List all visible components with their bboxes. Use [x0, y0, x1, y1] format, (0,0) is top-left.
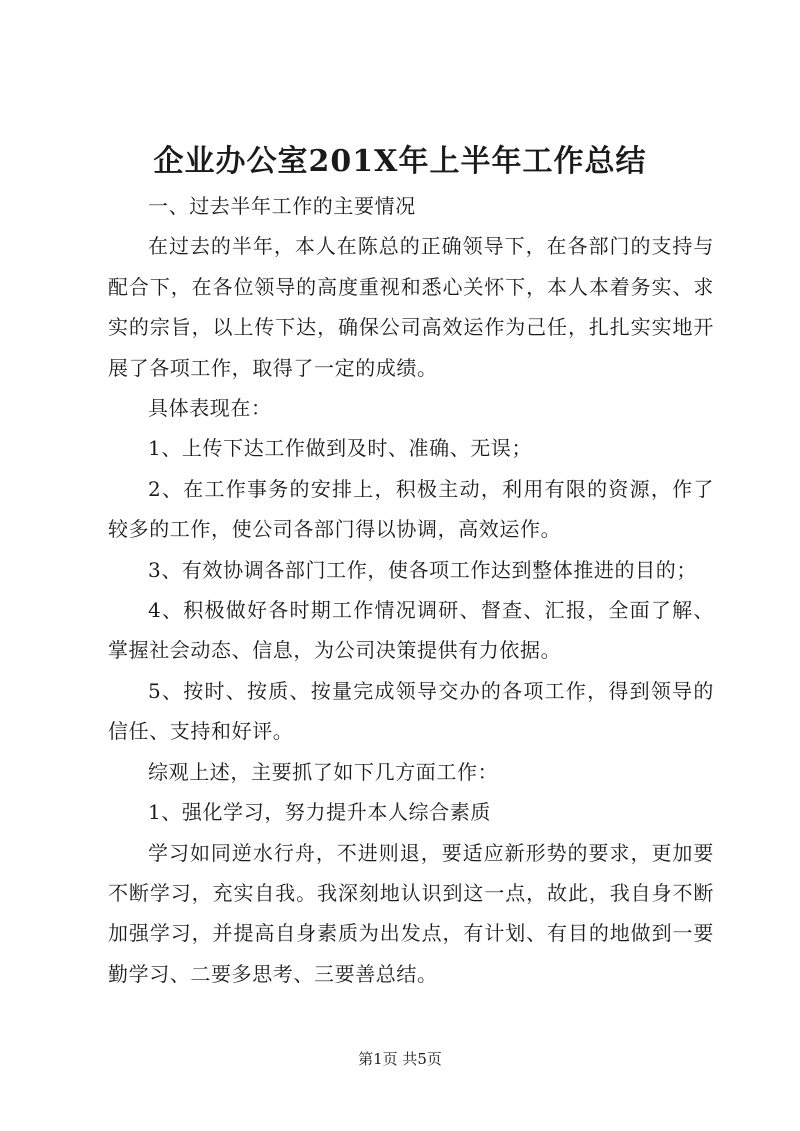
paragraph-intro: 在过去的半年，本人在陈总的正确领导下，在各部门的支持与配合下，在各位领导的高度重视和悉心关怀下，本人本着务实、求实的宗旨，以上传下达，确保公司高效运作为己任，扎扎实实地开展了各项工作，取得了一定的成绩。 — [108, 234, 714, 380]
subheading-learning: 1、强化学习，努力提升本人综合素质 — [148, 800, 491, 825]
document-title: 企业办公室201X年上半年工作总结 — [153, 144, 647, 179]
list-item-2: 2、在工作事务的安排上，积极主动，利用有限的资源，作了较多的工作，使公司各部门得以协调，高效运作。 — [108, 476, 714, 542]
page-number: 第1页 共5页 — [358, 1050, 442, 1068]
list-item-3: 3、有效协调各部门工作，使各项工作达到整体推进的目的； — [148, 557, 697, 582]
list-item-4: 4、积极做好各时期工作情况调研、督查、汇报，全面了解、掌握社会动态、信息，为公司决策提供有力依据。 — [108, 598, 714, 663]
list-item-5: 5、按时、按质、按量完成领导交办的各项工作，得到领导的信任、支持和好评。 — [108, 678, 714, 744]
document-body — [108, 186, 714, 994]
paragraph-lead-in: 具体表现在： — [148, 396, 272, 421]
paragraph-summary: 综观上述，主要抓了如下几方面工作： — [148, 759, 499, 784]
list-item-1: 1、上传下达工作做到及时、准确、无误； — [148, 436, 533, 461]
paragraph-learning: 学习如同逆水行舟，不进则退，要适应新形势的要求，更加要不断学习，充实自我。我深刻地认识到这一点，故此，我自身不断加强学习，并提高自身素质为出发点，有计划、有目的地做到一要勤学习、二要多思考、三要善总结。 — [108, 840, 714, 986]
section-heading: 一、过去半年工作的主要情况 — [148, 194, 416, 218]
